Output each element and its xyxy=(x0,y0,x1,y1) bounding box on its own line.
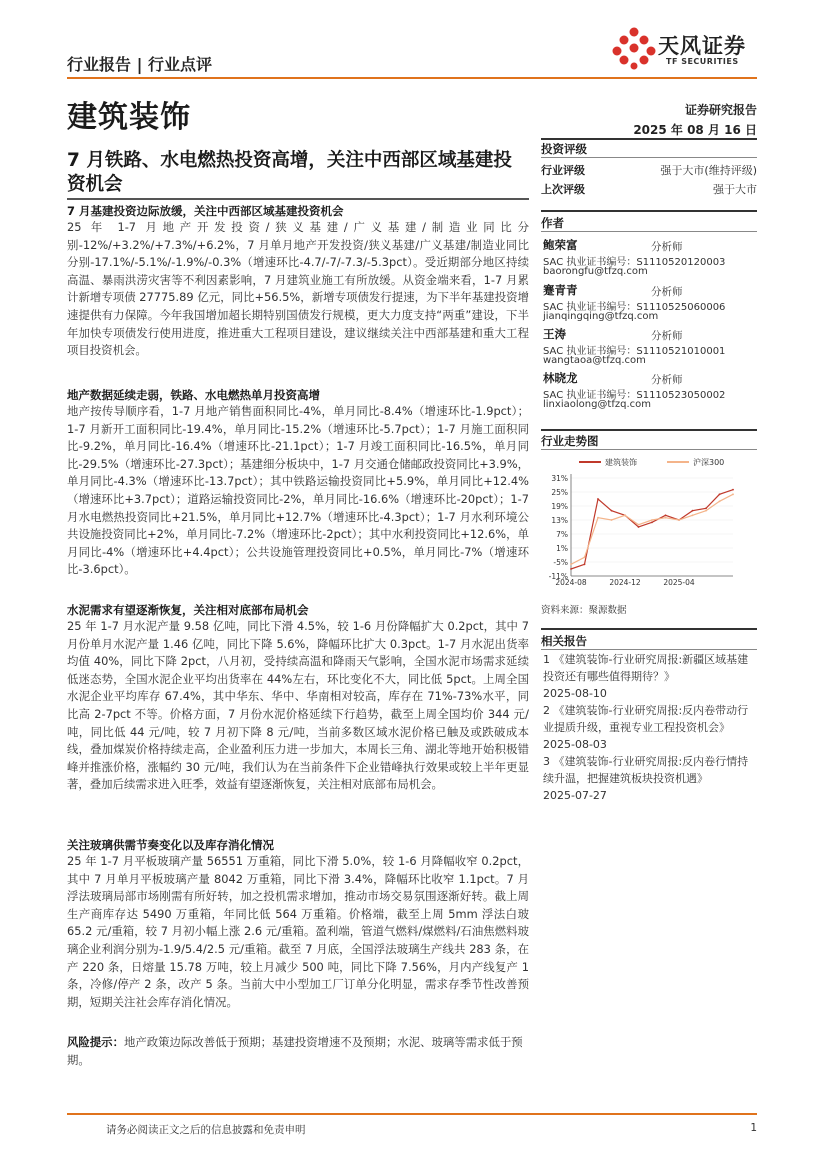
data-point xyxy=(692,510,694,512)
y-tick-label: 25% xyxy=(551,488,568,497)
author-name: 鲍荣富 xyxy=(543,238,578,252)
header-divider xyxy=(67,77,757,79)
author-email[interactable]: jianqingqing@tfzq.com xyxy=(543,311,659,322)
sidebar-divider xyxy=(541,649,757,650)
logo-text-en: TF SECURITIES xyxy=(666,57,739,66)
related-report[interactable]: 3 《建筑装饰-行业研究周报:反内卷行情持续升温，把握建筑板块投资机遇》 xyxy=(543,755,749,785)
company-logo xyxy=(612,26,762,74)
data-point xyxy=(570,568,572,570)
data-point xyxy=(732,493,734,495)
page-number: 1 xyxy=(750,1122,757,1134)
author-cert: SAC 执业证书编号：S1110520120003 xyxy=(543,257,726,268)
risk-label: 风险提示： xyxy=(67,1035,124,1049)
x-tick-label: 2024-12 xyxy=(609,578,641,587)
industry-rating-label: 行业评级 xyxy=(541,164,585,177)
section-body: 地产按传导顺序看，1-7 月地产销售面积同比-4%，单月同比-8.4%（增速环比-1.9pct）；1-7 月新开工面积同比-19.4%，单月同比-15.2%（增速环比-5.7pct）；1-7 月施工面积同比-9.2%，单月同比-16.4%（增速环比-21.1pct）；1-7 月竣工面积同比-16.5%，单月同比-29.5%（增速环比-27.3pct）；基建细分板块中，1-7 月交通仓储邮政投资同比+3.9%，单月同比-4.3%（增速环比-13.7pct）；其中铁路运输投资同比+5.9%，单月同比+12.4%（增速环比+3.7pct）；道路运输投资同比-2%，单月同比-16.6%（增速环比-20pct）；1-7 月水电燃热投资同比+21.5%，单月同比+12.7%（增速环比-4.3pct）；1-7 月水利环境公共设施投资同比+2%，单月同比-7.2%（增速环比-2pct）；其中水利投资同比+12.6%，单月同比-4%（增速环比+4.4pct）；公共设施管理投资同比+0.5%，单月同比-7%（增速环比-3.6pct）。 xyxy=(67,404,529,577)
related-report[interactable]: 2 《建筑装饰-行业研究周报:反内卷带动行业提质升级，重视专业工程投资机会》 xyxy=(543,704,749,734)
prev-rating-row xyxy=(541,181,757,197)
author-cert: SAC 执业证书编号：S1110523050002 xyxy=(543,390,726,401)
data-point xyxy=(651,521,653,523)
legend-label: 建筑装饰 xyxy=(605,458,637,467)
section-heading: 关注玻璃供需节奏变化以及库存消化情况 xyxy=(67,838,274,852)
report-title: 7 月铁路、水电燃热投资高增，关注中西部区域基建投资机会 xyxy=(67,150,512,195)
author-email[interactable]: baorongfu@tfzq.com xyxy=(543,266,648,277)
logo-text-cn: 天风证券 xyxy=(658,34,746,58)
y-tick-label: 31% xyxy=(551,474,568,483)
legend-label: 沪深300 xyxy=(693,458,725,467)
data-point xyxy=(678,519,680,521)
data-point xyxy=(705,510,707,512)
report-category: 行业报告 | 行业点评 xyxy=(67,55,212,74)
sidebar-divider xyxy=(541,449,757,450)
report-type: 证券研究报告 xyxy=(684,103,757,117)
rating-title: 投资评级 xyxy=(541,142,587,156)
related-title: 相关报告 xyxy=(541,634,587,648)
section-body: 25 年 1-7 月平板玻璃产量 56551 万重箱，同比下滑 5.0%，较 1-6 月降幅收窄 0.2pct，其中 7 月单月平板玻璃产量 8042 万重箱，同比下滑 3.4%，降幅环比收窄 1.1pct。7 月浮法玻璃局部市场刚需有所好转，加之投机需求增加，推动市场交易氛围逐渐好转。截上周生产商库存达 5490 万重箱，年同比低 564 万重箱。价格端，截至上周 5mm 浮法白玻 65.2 元/重箱，较 7 月初小幅上涨 2.6 元/重箱。盈利端，管道气燃料/煤燃料/石油焦燃料玻璃企业利润分别为-1.9/5.4/2.5 元/重箱。截至 7 月底，全国浮法玻璃生产线共 283 条，在产 220 条，日熔量 15.78 万吨，较上月减少 500 吨，同比下降 7.56%，月内产线复产 1 条，冷修/停产 2 条，改产 5 条。当前大中小型加工厂订单分化明显，需求存季节性改善预期，短期关注社会库存消化情况。 xyxy=(67,854,529,1009)
author-cert: SAC 执业证书编号：S1110525060006 xyxy=(543,302,726,313)
footer-divider xyxy=(67,1113,757,1115)
sidebar-divider xyxy=(541,157,757,158)
sidebar-divider xyxy=(541,429,757,431)
trend-title: 行业走势图 xyxy=(541,434,599,448)
author-role: 分析师 xyxy=(651,330,683,342)
data-point xyxy=(611,519,613,521)
author-cert: SAC 执业证书编号：S1110521010001 xyxy=(543,346,726,357)
data-point xyxy=(624,514,626,516)
data-point xyxy=(597,498,599,500)
author-role: 分析师 xyxy=(651,241,683,253)
y-tick-label: 19% xyxy=(551,502,568,511)
industry-trend-chart xyxy=(541,452,757,600)
industry-name: 建筑装饰 xyxy=(67,100,191,135)
author-email[interactable]: linxiaolong@tfzq.com xyxy=(543,399,651,410)
series-line xyxy=(571,490,733,569)
data-point xyxy=(705,507,707,509)
author-name: 蹇青青 xyxy=(543,283,578,297)
data-point xyxy=(638,524,640,526)
data-point xyxy=(584,556,586,558)
data-point xyxy=(570,563,572,565)
sidebar-divider xyxy=(541,231,757,232)
data-point xyxy=(665,514,667,516)
footer-disclaimer: 请务必阅读正文之后的信息披露和免责申明 xyxy=(106,1124,306,1136)
industry-rating-row xyxy=(541,162,757,178)
author-role: 分析师 xyxy=(651,286,683,298)
section-heading: 地产数据延续走弱，铁路、水电燃热单月投资高增 xyxy=(67,388,320,402)
author-email[interactable]: wangtaoa@tfzq.com xyxy=(543,355,646,366)
data-point xyxy=(665,517,667,519)
data-point xyxy=(638,526,640,528)
sidebar-divider xyxy=(541,138,757,140)
data-point xyxy=(584,563,586,565)
data-point xyxy=(651,519,653,521)
prev-rating-label: 上次评级 xyxy=(541,183,585,196)
data-point xyxy=(692,514,694,516)
sidebar-divider xyxy=(541,210,757,212)
related-report[interactable]: 1 《建筑装饰-行业研究周报:新疆区域基建投资还有哪些值得期待？》 xyxy=(543,653,749,683)
x-tick-label: 2025-04 xyxy=(663,578,695,587)
y-tick-label: -11% xyxy=(548,572,568,581)
x-tick-label: 2024-08 xyxy=(555,578,587,587)
chart-source: 资料来源：聚源数据 xyxy=(541,605,627,616)
title-divider xyxy=(67,198,529,200)
data-point xyxy=(719,500,721,502)
authors-title: 作者 xyxy=(541,216,564,230)
risk-text: 地产政策边际改善低于预期；基建投资增速不及预期；水泥、玻璃等需求低于预期。 xyxy=(67,1035,523,1067)
related-report-date: 2025-08-10 xyxy=(543,687,607,700)
section-heading: 7 月基建投资边际放缓，关注中西部区域基建投资机会 xyxy=(67,204,344,218)
data-point xyxy=(597,517,599,519)
section-body: 25 年 1-7 月水泥产量 9.58 亿吨，同比下滑 4.5%，较 1-6 月份降幅扩大 0.2pct，其中 7 月份单月水泥产量 1.46 亿吨，同比下降 5.6%，降幅环比扩大 0.3pct。1-7 月水泥出货率均值 40%，同比下降 2pct，八月初，受持续高温和降雨天气影响，全国水泥市场需求延续低迷态势，全国水泥企业平均出货率在 44%左右，环比变化不大，同比低 5pct。上周全国水泥企业平均库存 67.4%，其中华东、华中、华南相对较高，库存在 71%-73%水平，同比高 2-7pct 不等。价格方面，7 月份水泥价格延续下行趋势，截至上周全国均价 344 元/吨，同比低 44 元/吨，较 7 月初下降 8 元/吨，当前多数区域水泥价格已触及或跌破成本线，叠加煤炭价格持续走高，企业盈利压力进一步加大，本周长三角、湖北等地开始积极错峰并推涨价格，涨幅约 30 元/吨，我们认为在当前条件下企业错峰执行效果或较上半年更显著，叠加后续需求进入旺季，效益有望逐渐恢复，关注相对底部布局机会。 xyxy=(67,619,529,792)
y-tick-label: 7% xyxy=(556,530,568,539)
author-name: 王涛 xyxy=(543,327,566,341)
author-name: 林晓龙 xyxy=(543,371,578,385)
data-point xyxy=(611,510,613,512)
report-date: 2025 年 08 月 16 日 xyxy=(633,123,757,137)
y-tick-label: 13% xyxy=(551,516,568,525)
sidebar-divider xyxy=(541,628,757,630)
data-point xyxy=(719,493,721,495)
risk-warning xyxy=(67,1034,529,1069)
section-heading: 水泥需求有望逐渐恢复，关注相对底部布局机会 xyxy=(67,603,309,617)
logo-mark-icon xyxy=(612,26,656,70)
section-body: 25 年 1-7 月地产开发投资/狭义基建/广义基建/制造业同比分别-12%/+3.2%/+7.3%/+6.2%，7 月单月地产开发投资/狭义基建/广义基建/制造业同比分别-17.1%/-5.1%/-1.9%/-0.3%（增速环比-4.7/-7/-7.3/-5.3pct）。受近期部分地区持续高温、暴雨洪涝灾害等不利因素影响，7 月建筑业施工有所放缓。从资金端来看，1-7 月累计新增专项债 27775.89 亿元，同比+56.5%，新增专项债发行提速，为下半年基建投资增速提供有力保障。今年我国增加超长期特别国债发行规模，更大力度支持“两重”建设，下半年加快专项债发行使用进度，推进重大工程项目建设，建议继续关注中西部基建和重大工程项目投资机会。 xyxy=(67,220,529,358)
y-tick-label: 1% xyxy=(556,544,568,553)
related-report-date: 2025-07-27 xyxy=(543,789,607,802)
related-report-date: 2025-08-03 xyxy=(543,738,607,751)
author-role: 分析师 xyxy=(651,374,683,386)
industry-rating-value: 强于大市(维持评级) xyxy=(660,164,757,177)
data-point xyxy=(732,489,734,491)
y-tick-label: -5% xyxy=(553,558,568,567)
prev-rating-value: 强于大市 xyxy=(713,183,757,196)
